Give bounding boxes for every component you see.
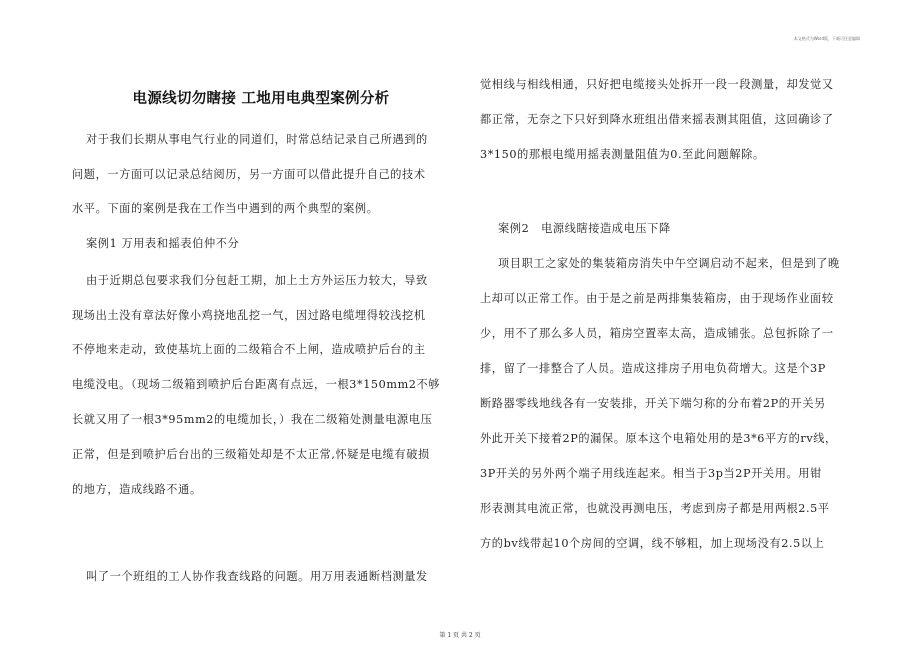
- text-line: 不停地来走动，致使基坑上面的二级箱合不上闸，造成喷护后台的主: [72, 343, 426, 356]
- case-heading: 案例2 电源线瞎接造成电压下降: [498, 222, 671, 235]
- text-line: 上却可以正常工作。由于是之前是两排集装箱房，由于现场作业面较: [480, 292, 834, 305]
- document-title: 电源线切勿瞎接 工地用电典型案例分析: [132, 91, 390, 107]
- text-line: 由于近期总包要求我们分包赶工期，加上土方外运压力较大，导致: [86, 274, 428, 287]
- text-line: 正常，但是到喷护后台出的三级箱处却是不太正常,怀疑是电缆有破损: [72, 448, 430, 461]
- text-line: 叫了一个班组的工人协作我查线路的问题。用万用表通断档测量发: [86, 570, 428, 583]
- case-heading: 案例1 万用表和摇表伯仲不分: [86, 237, 240, 250]
- text-line: 项目职工之家处的集装箱房消失中午空调启动不起来，但是到了晚: [498, 257, 840, 270]
- text-line: 的地方，造成线路不通。: [72, 483, 202, 496]
- text-line: 断路器零线地线各有一安装排，开关下端匀称的分布着2P的开关另: [480, 397, 826, 410]
- text-line: 电缆没电。（现场二级箱到喷护后台距离有点远，一根3*150mm2不够: [72, 378, 441, 391]
- text-line: 少，用不了那么多人员，箱房空置率太高，造成铺张。总包拆除了一: [480, 327, 834, 340]
- text-line: 对于我们长期从事电气行业的同道们，时常总结记录自己所遇到的: [86, 133, 428, 146]
- page-number-footer: 第 1 页 共 2 页: [439, 632, 481, 639]
- text-line: 3*150的那根电缆用摇表测量阻值为0.至此问题解除。: [480, 148, 765, 161]
- text-line: 都正常，无奈之下只好到降水班组出借来摇表测其阻值，这回确诊了: [480, 113, 834, 126]
- text-line: 3P开关的另外两个端子用线连起来。相当于3p当2P开关用。用钳: [480, 467, 822, 480]
- text-line: 觉相线与相线相通，只好把电缆接头处拆开一段一段测量，却发觉又: [480, 78, 834, 91]
- text-line: 长就又用了一根3*95mm2的电缆加长，）我在二级箱处测量电源电压: [72, 413, 433, 426]
- text-line: 形表测其电流正常，也就没再测电压，考虑到房子都是用两根2.5平: [480, 502, 830, 515]
- text-line: 问题，一方面可以记录总结阅历，另一方面可以借此提升自己的技术: [72, 168, 426, 181]
- text-line: 排，留了一排整合了人员。造成这排房子用电负荷增大。这是个3P: [480, 362, 826, 375]
- text-line: 水平。下面的案例是我在工作当中遇到的两个典型的案例。: [72, 202, 379, 215]
- text-line: 外此开关下接着2P的漏保。原本这个电箱处用的是3*6平方的rv线，: [480, 432, 837, 445]
- text-line: 方的bv线带起10个房间的空调，线不够粗，加上现场没有2.5以上: [480, 537, 825, 550]
- document-watermark: 本文格式为Word版，下载可任意编辑: [793, 36, 860, 41]
- text-line: 现场出土没有章法好像小鸡挠地乱挖一气，因过路电缆埋得较浅挖机: [72, 309, 426, 322]
